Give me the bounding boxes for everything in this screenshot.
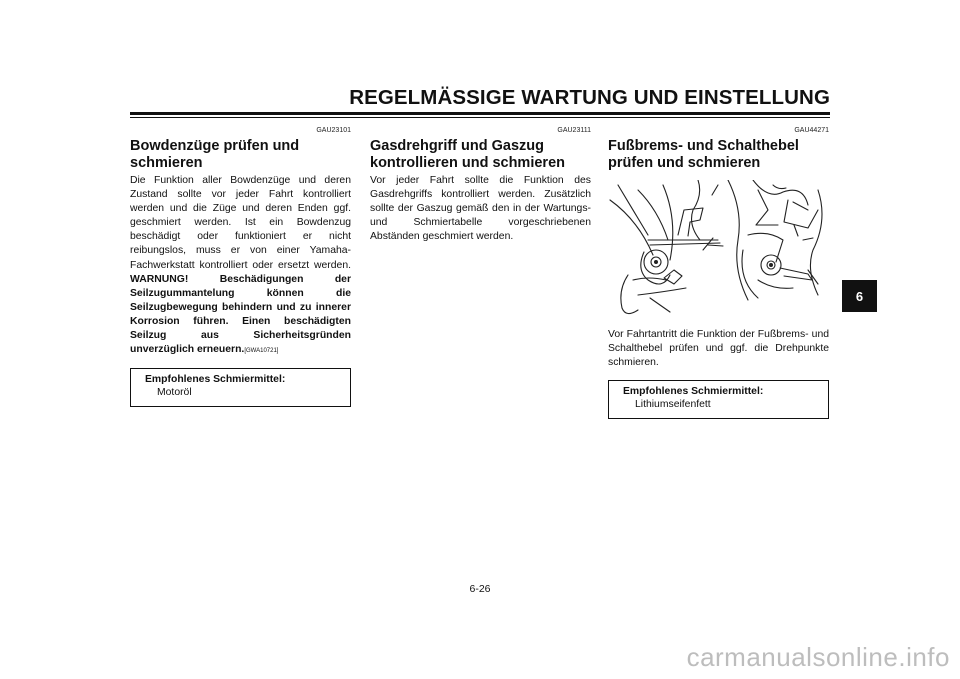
section-bowden-cables [130,126,351,407]
lubricant-title: Empfohlenes Schmiermittel: [623,386,764,398]
section-pedals [608,126,829,419]
lubricant-box [608,380,829,419]
page-header-title: REGELMÄSSIGE WARTUNG UND EINSTELLUNG [349,86,830,109]
lubricant-title: Empfohlenes Schmiermittel: [145,374,286,386]
body-text: Die Funktion aller Bowdenzüge und deren Zustand sollte vor jeder Fahrt kontrolliert werden und die Züge und deren Enden ggf. geschmiert werden. Ist ein Bowdenzug beschädigt oder funktioniert er nicht reibungslos, muss er von einer Yamaha-Fachwerkstatt kontrolliert oder ersetzt werden. [130,175,351,271]
section-body [130,174,351,358]
watermark: carmanualsonline.info [686,642,950,672]
section-heading: Bowdenzüge prüfen und schmieren [130,138,300,171]
lubricant-box [130,368,351,407]
section-code: GAU23111 [557,127,591,134]
section-heading: Gasdrehgriff und Gaszug kontrollieren und schmieren [370,138,565,171]
lubricant-value: Motoröl [157,387,192,399]
pedal-illustration [608,180,829,320]
warning-text: WARNUNG! Beschädigungen der Seilzugummantelung können die Seilzugbewegung behindern und zu innerer Korrosion führen. Einen beschädigten Seilzug aus Sicherheitsgründen unverzüglich erneuern. [130,273,351,356]
pivot-point-icon [769,263,773,267]
page-number: 6-26 [469,583,491,595]
header-rule [130,112,830,115]
chapter-tab: 6 [842,280,877,312]
section-body: Vor Fahrtantritt die Funktion der Fußbrems- und Schalthebel prüfen und ggf. die Drehpunkte schmieren. [608,329,829,369]
section-body: Vor jeder Fahrt sollte die Funktion des Gasdrehgriffs kontrolliert werden. Zusätzlich sollte der Gaszug gemäß den in der Wartungs- und Schmiertabelle vorgeschriebenen Abständen geschmiert werden. [370,175,591,243]
section-code: GAU23101 [316,127,351,134]
pivot-point-icon [654,260,658,264]
section-heading: Fußbrems- und Schalthebel prüfen und schmieren [608,138,799,171]
section-throttle-grip [370,126,591,244]
section-code: GAU44271 [794,127,829,134]
lubricant-value: Lithiumseifenfett [635,399,711,411]
header-rule-thin [130,117,830,118]
warning-code: [GWA10721] [244,348,279,355]
